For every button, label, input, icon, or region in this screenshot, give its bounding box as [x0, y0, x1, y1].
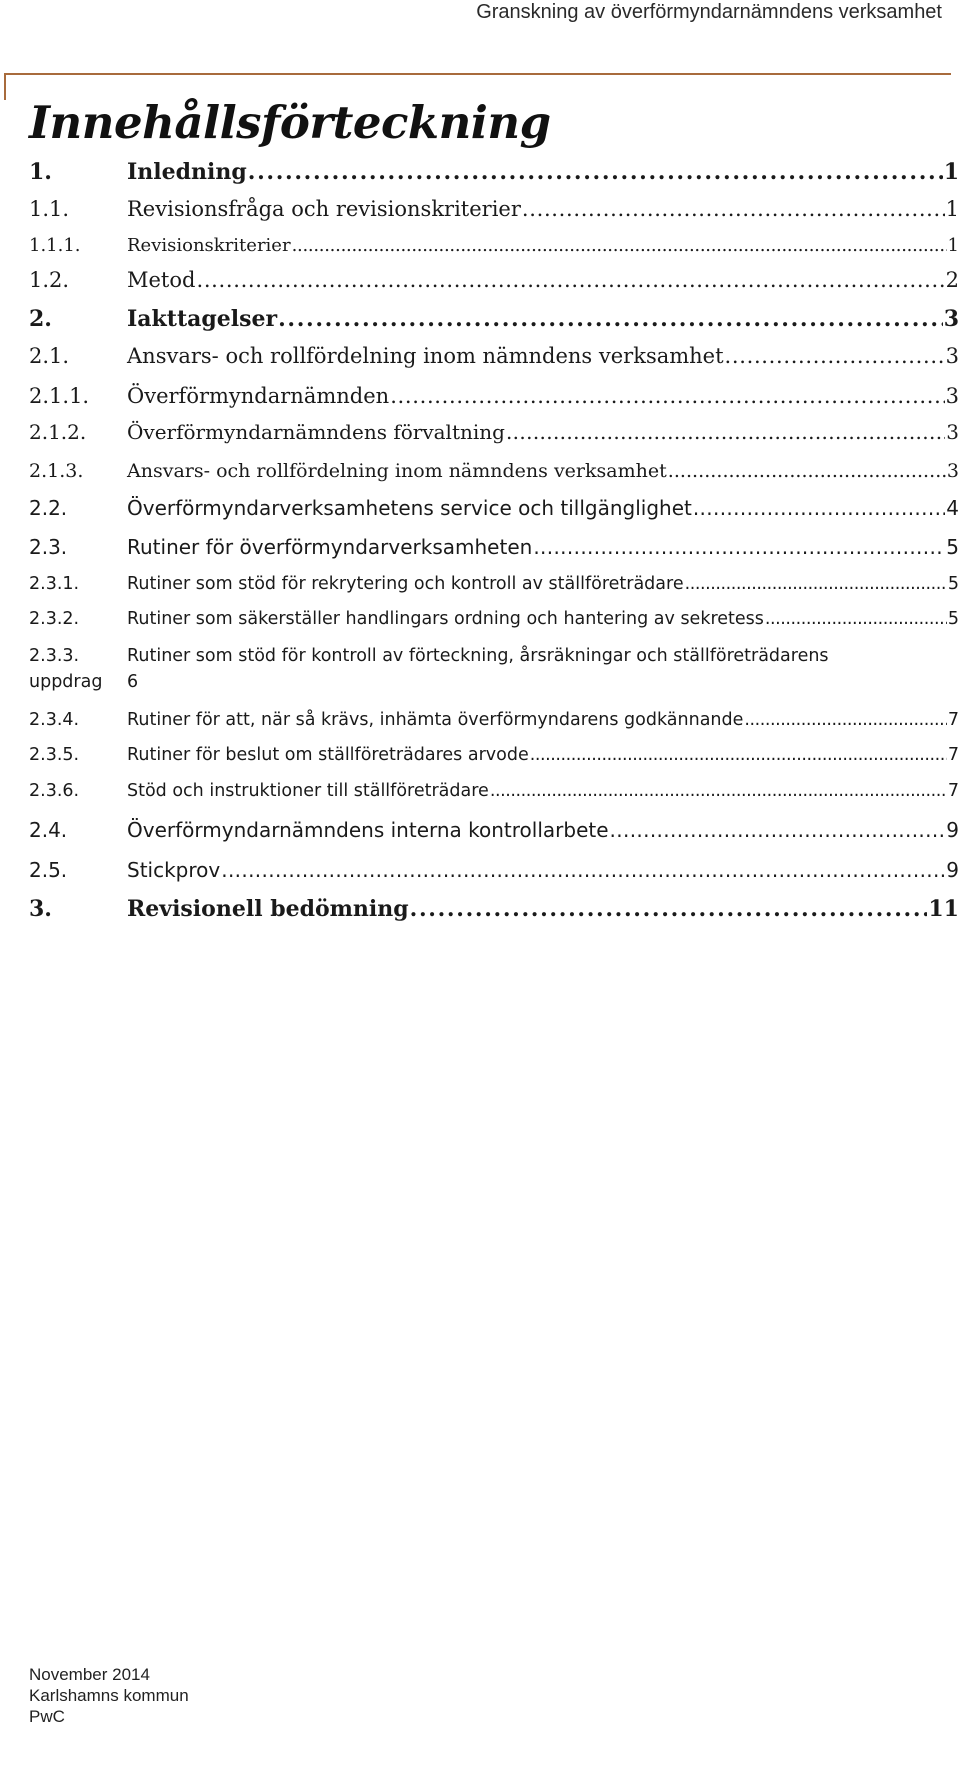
toc-entry-2-2[interactable]: [29, 496, 959, 520]
toc-entry-page: 3: [945, 384, 959, 408]
toc-entry-title: Iakttagelser: [127, 306, 278, 332]
toc-entry-title: Stöd och instruktioner till ställföreträdare: [127, 781, 489, 801]
toc-entry-number: 2.1.3.: [29, 460, 84, 482]
toc-entry-number: 1.1.1.: [29, 235, 81, 256]
toc-entry-2-1-1[interactable]: [29, 384, 959, 408]
toc-entry-1[interactable]: [29, 159, 959, 185]
toc-entry-1-2[interactable]: [29, 268, 959, 292]
toc-entry-page: 1: [947, 235, 959, 256]
toc-entry-page: 3: [945, 344, 959, 368]
toc-entry-title: Överförmyndarnämndens interna kontrollarbete: [127, 818, 609, 842]
toc-entry-2-3-3-continuation[interactable]: [29, 672, 959, 692]
toc-dot-leader: [410, 896, 928, 922]
toc-entry-title: Revisionsfråga och revisionskriterier: [127, 197, 521, 221]
toc-dot-leader: [490, 781, 947, 801]
toc-dot-leader: [744, 710, 946, 730]
toc-dot-leader: [278, 306, 943, 332]
toc-entry-2-1-3[interactable]: [29, 460, 959, 482]
header-rule: [4, 73, 951, 75]
toc-entry-page: 9: [946, 818, 959, 842]
toc-dot-leader: [522, 197, 945, 221]
toc-dot-leader: [221, 858, 945, 882]
toc-entry-page: 3: [946, 420, 959, 444]
toc-entry-number: 2.: [29, 306, 52, 332]
toc-dot-leader: [668, 460, 946, 482]
toc-entry-2-3-2[interactable]: [29, 609, 959, 629]
toc-entry-2-5[interactable]: [29, 858, 959, 882]
toc-entry-2[interactable]: [29, 306, 959, 332]
toc-entry-number: 1.: [29, 159, 52, 185]
toc-entry-page: 3: [946, 460, 959, 482]
toc-entry-page: 5: [947, 574, 959, 594]
toc-entry-title: Rutiner som stöd för rekrytering och kontroll av ställföreträdare: [127, 574, 684, 594]
toc-entry-2-4[interactable]: [29, 818, 959, 842]
toc-entry-title: Stickprov: [127, 858, 221, 882]
toc-dot-leader: [248, 159, 943, 185]
toc-dot-leader: [390, 384, 944, 408]
toc-entry-page: 7: [947, 745, 959, 765]
toc-entry-1-1[interactable]: [29, 197, 959, 221]
toc-entry-3[interactable]: [29, 896, 959, 922]
toc-entry-title: Rutiner som säkerställer handlingars ordning och hantering av sekretess: [127, 609, 764, 629]
toc-entry-1-1-1[interactable]: [29, 235, 959, 256]
page-footer: [29, 1664, 189, 1727]
toc-entry-number: 2.1.: [29, 344, 70, 368]
toc-dot-leader: [530, 745, 947, 765]
toc-entry-number: 3.: [29, 896, 52, 922]
toc-entry-2-3[interactable]: [29, 535, 959, 559]
toc-entry-page: 9: [946, 858, 959, 882]
toc-entry-number: 2.3.1.: [29, 574, 80, 594]
footer-firm: PwC: [29, 1707, 65, 1726]
toc-entry-title: Revisionskriterier: [127, 235, 291, 256]
toc-entry-title: Överförmyndarnämnden: [127, 384, 390, 408]
toc-entry-page: 11: [928, 896, 959, 922]
footer-organization: Karlshamns kommun: [29, 1686, 189, 1705]
toc-entry-title: Ansvars- och rollfördelning inom nämndens verksamhet: [127, 460, 667, 482]
toc-entry-page: 7: [947, 710, 959, 730]
toc-dot-leader: [533, 535, 945, 559]
toc-entry-number: 2.2.: [29, 496, 68, 520]
toc-title: Innehållsförteckning: [29, 96, 551, 149]
toc-dot-leader: [610, 818, 946, 842]
toc-entry-2-3-5[interactable]: [29, 745, 959, 765]
toc-entry-number: 2.3.2.: [29, 609, 80, 629]
toc-dot-leader: [693, 496, 945, 520]
toc-entry-number: 1.2.: [29, 268, 70, 292]
toc-entry-number: 2.3.3.: [29, 646, 80, 666]
toc-entry-2-3-6[interactable]: [29, 781, 959, 801]
toc-entry-title: Överförmyndarnämndens förvaltning: [127, 420, 505, 444]
toc-dot-leader: [685, 574, 947, 594]
toc-dot-leader: [765, 609, 947, 629]
toc-entry-number: 1.1.: [29, 197, 70, 221]
toc-entry-2-3-1[interactable]: [29, 574, 959, 594]
toc-entry-2-1[interactable]: [29, 344, 959, 368]
toc-entry-page: 6: [127, 672, 139, 692]
toc-entry-number: 2.3.4.: [29, 710, 80, 730]
toc-entry-title: Metod: [127, 268, 196, 292]
toc-dot-leader: [506, 420, 945, 444]
toc-entry-title: Rutiner för beslut om ställföreträdares arvode: [127, 745, 529, 765]
toc-entry-page: 5: [947, 609, 959, 629]
toc-entry-title: Inledning: [127, 159, 247, 185]
toc-entry-title: Rutiner för överförmyndarverksamheten: [127, 535, 533, 559]
running-header: Granskning av överförmyndarnämndens verksamhet: [476, 1, 942, 23]
toc-entry-number: 2.3.: [29, 535, 68, 559]
toc-dot-leader: [725, 344, 945, 368]
toc-entry-page: 4: [946, 496, 959, 520]
toc-entry-number: 2.1.1.: [29, 384, 90, 408]
toc-entry-number: 2.5.: [29, 858, 68, 882]
toc-entry-title: Överförmyndarverksamhetens service och tillgänglighet: [127, 496, 692, 520]
toc-entry-number: 2.4.: [29, 818, 68, 842]
toc-entry-number: 2.3.5.: [29, 745, 80, 765]
toc-entry-page: 3: [943, 306, 959, 332]
toc-entry-page: 1: [943, 159, 959, 185]
toc-entry-title: Rutiner för att, när så krävs, inhämta överförmyndarens godkännande: [127, 710, 744, 730]
toc-dot-leader: [292, 235, 947, 256]
toc-entry-title: Revisionell bedömning: [127, 896, 409, 922]
toc-entry-title: Rutiner som stöd för kontroll av förteckning, årsräkningar och ställföreträdarens: [127, 646, 829, 666]
toc-entry-page: 5: [946, 535, 959, 559]
toc-entry-title: Ansvars- och rollfördelning inom nämndens verksamhet: [127, 344, 724, 368]
toc-entry-2-1-2[interactable]: [29, 420, 959, 444]
toc-entry-2-3-3[interactable]: [29, 646, 959, 666]
toc-dot-leader: [196, 268, 944, 292]
header-rule-corner: [4, 73, 6, 100]
toc-entry-page: 1: [945, 197, 959, 221]
toc-entry-page: 2: [945, 268, 959, 292]
toc-entry-page: 7: [947, 781, 959, 801]
toc-entry-number: 2.3.6.: [29, 781, 80, 801]
footer-date: November 2014: [29, 1665, 150, 1684]
toc-entry-continuation: uppdrag: [29, 672, 103, 692]
toc-entry-2-3-4[interactable]: [29, 710, 959, 730]
toc-entry-number: 2.1.2.: [29, 420, 87, 444]
